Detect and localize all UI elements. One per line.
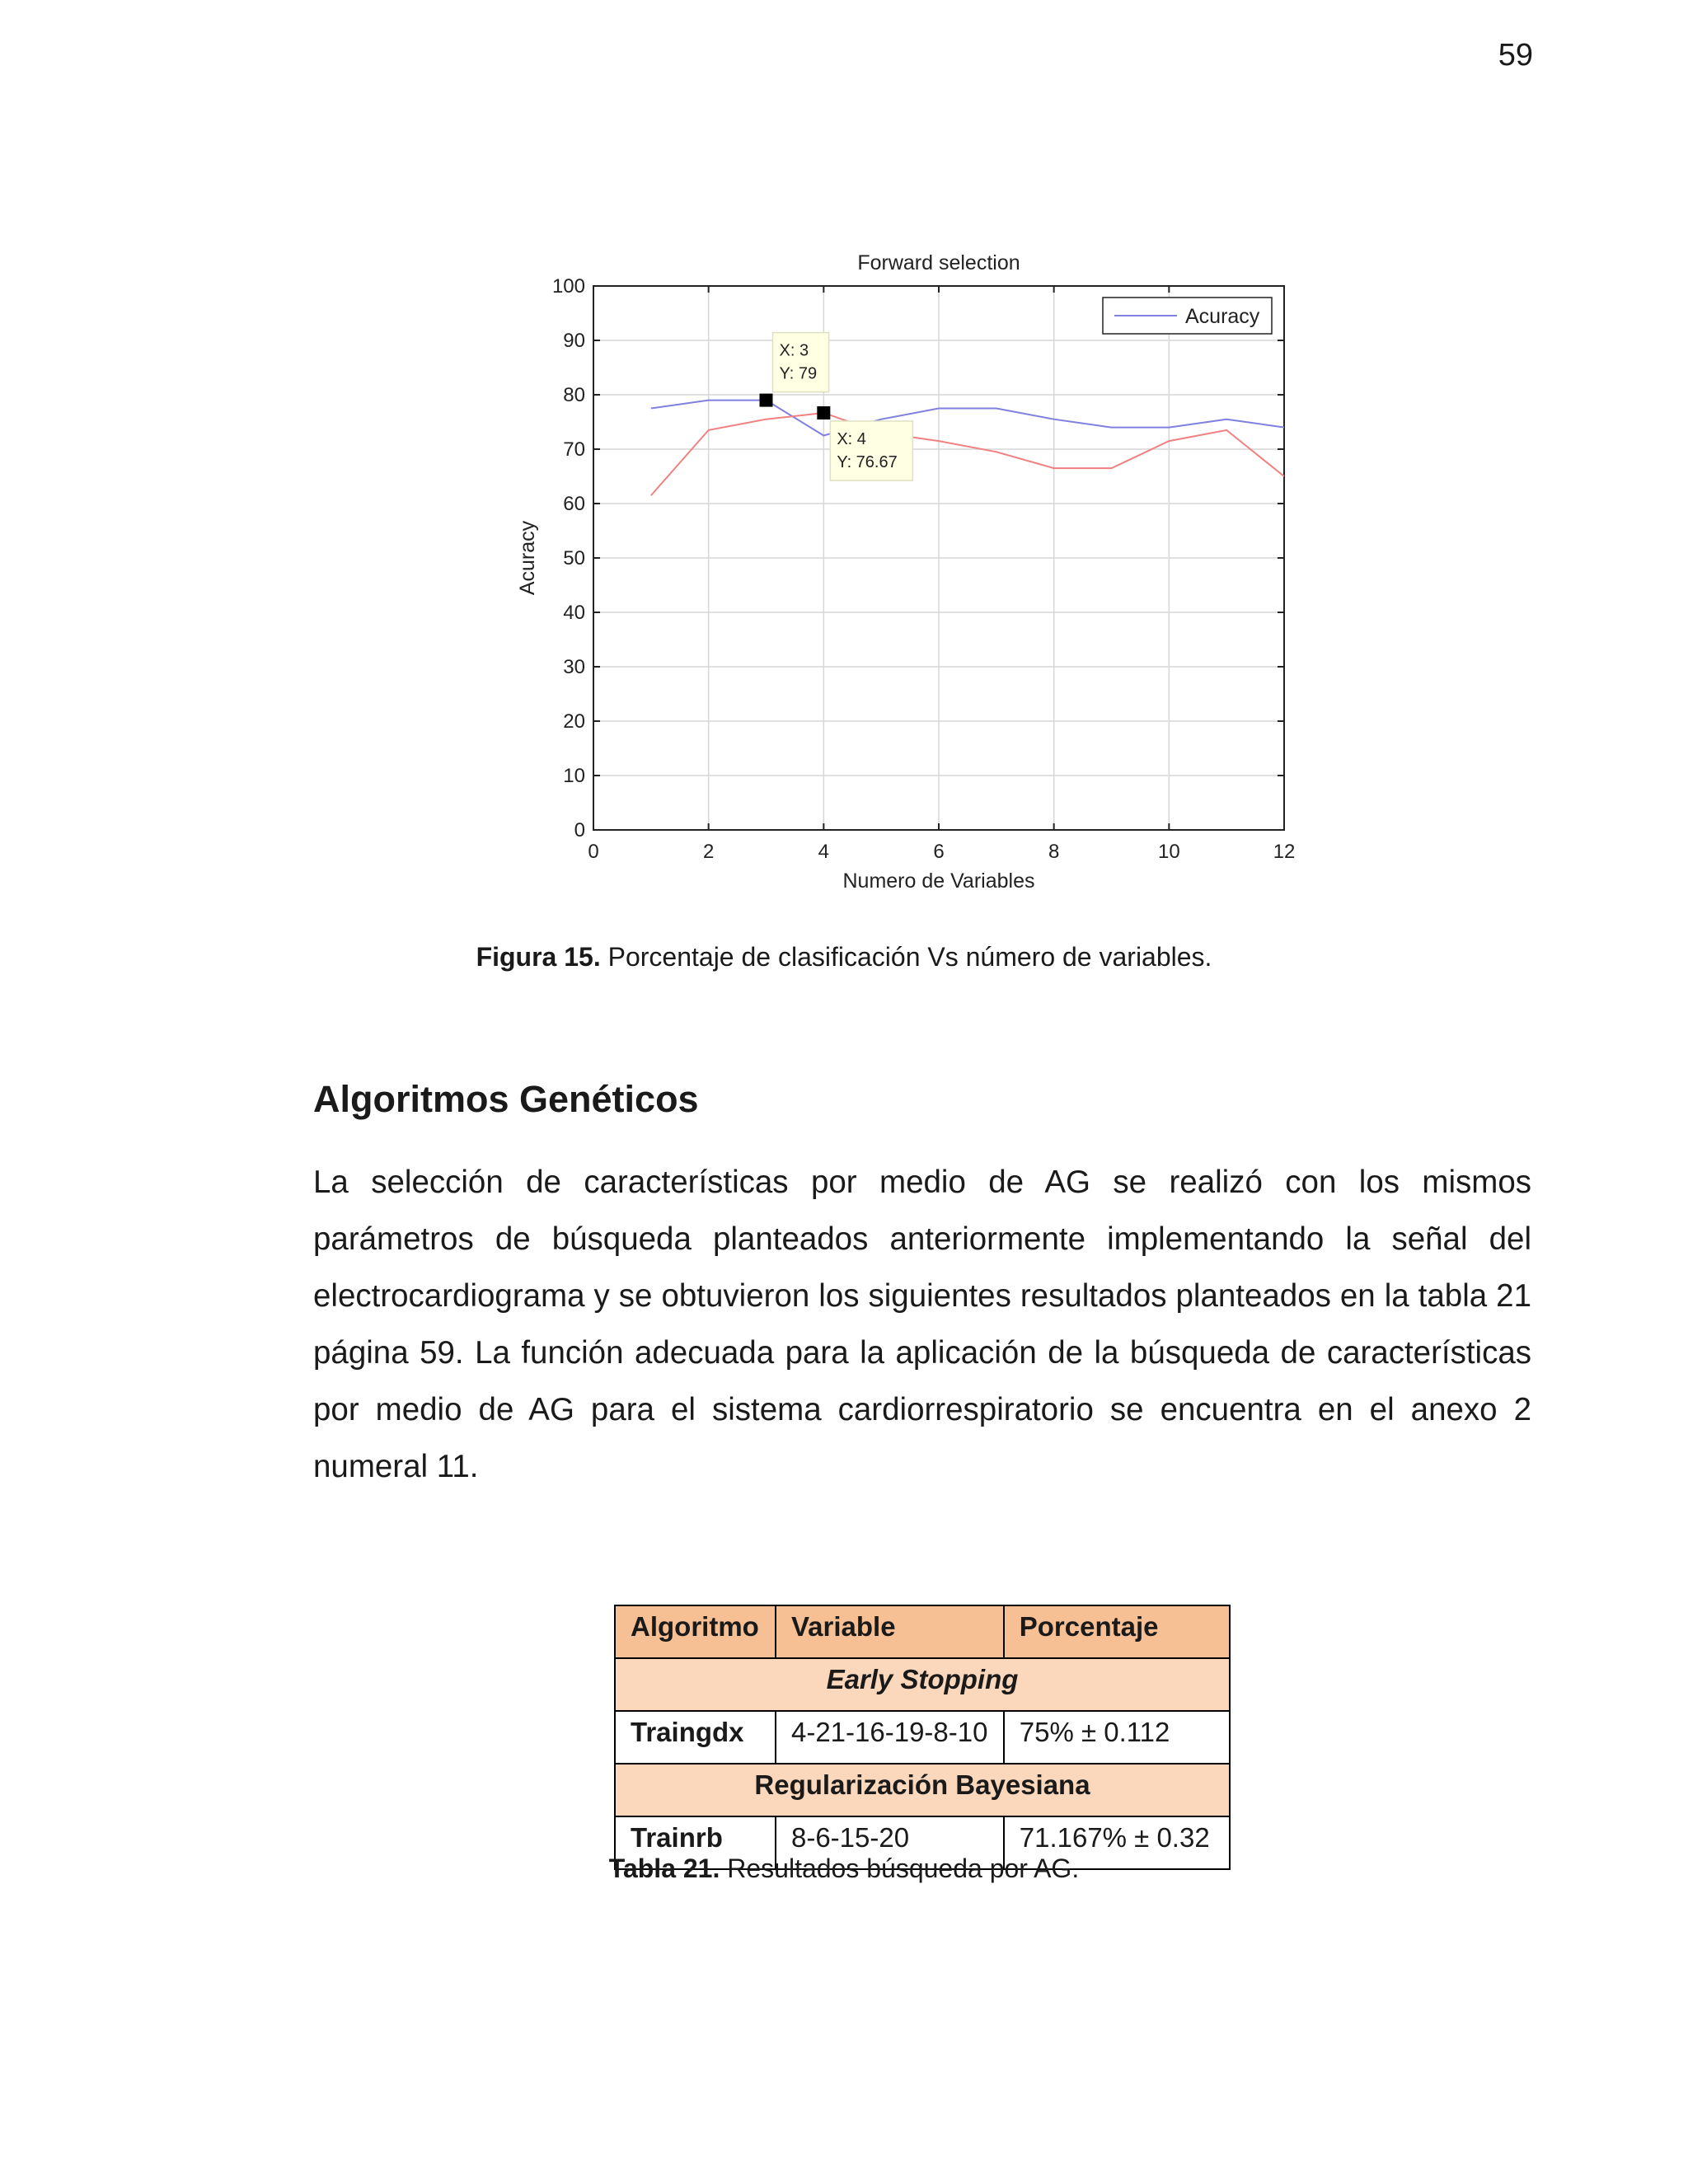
y-tick-label: 100 [551,275,585,298]
cell-porcentaje: 75% ± 0.112 [1004,1711,1230,1764]
cell-algoritmo: Trainrb [615,1816,776,1869]
figure-15-chart [495,235,1319,894]
x-axis-label: Numero de Variables [842,869,1035,893]
y-tick-label: 10 [563,765,585,787]
y-tick-label: 80 [563,384,585,406]
cell-variable: 4-21-16-19-8-10 [776,1711,1004,1764]
cell-porcentaje: 71.167% ± 0.32 [1004,1816,1230,1869]
x-tick-label: 2 [702,841,715,863]
x-tick-label: 4 [818,841,830,863]
y-tick-label: 60 [563,493,585,515]
table-row [615,1711,1230,1764]
series-line-1 [651,401,1284,436]
table-header-row [615,1605,1230,1658]
chart-title: Forward selection [857,251,1020,274]
datatip-y: Y: 79 [779,364,818,383]
table-caption-text: Resultados búsqueda por AG. [720,1854,1080,1883]
group-regularizacion: Regularización Bayesiana [615,1764,1230,1816]
section-paragraph: La selección de características por medio de AG se realizó con los mismos parámetros de búsqueda planteados anteriormente implementando la señal del electrocardiograma y se obtuvieron los siguientes resultados planteados en la tabla 21 página 59. La función adecuada para la aplicación de la búsqueda de características por medio de AG para el sistema cardiorrespiratorio se encuentra en el anexo 2 numeral 11. [313,1165,1531,1484]
y-tick-label: 40 [563,602,585,624]
header-porcentaje: Porcentaje [1004,1605,1230,1658]
figure-caption-text: Porcentaje de clasificación Vs número de variables. [600,942,1212,972]
section-heading: Algoritmos Genéticos [313,1078,699,1120]
datatip-x: X: 4 [837,429,866,448]
y-axis-label: Acuracy [516,520,539,596]
x-tick-label: 0 [588,841,599,863]
figure-caption-label: Figura 15. [476,942,601,972]
y-tick-label: 30 [563,656,585,678]
x-tick-label: 8 [1048,841,1060,863]
y-tick-label: 0 [574,819,585,841]
x-tick-label: 10 [1157,841,1180,863]
datatip-marker-2 [817,406,830,419]
header-algoritmo: Algoritmo [615,1605,776,1658]
table-group-row [615,1658,1230,1711]
datatip-x: X: 3 [779,341,809,360]
datatip-marker-1 [760,394,773,407]
results-table [614,1605,1231,1870]
y-tick-label: 70 [563,438,585,461]
legend-label: Acuracy [1185,305,1260,328]
page-number: 59 [1498,38,1533,73]
datatip-y: Y: 76.67 [837,452,898,471]
forward-selection-chart [495,235,1319,894]
figure-caption [0,942,1688,972]
cell-algoritmo: Traingdx [615,1711,776,1764]
header-variable: Variable [776,1605,1004,1658]
table-caption-label: Tabla 21. [608,1854,720,1883]
y-tick-label: 50 [563,547,585,569]
y-tick-label: 20 [563,710,585,733]
cell-variable: 8-6-15-20 [776,1816,1004,1869]
x-tick-label: 6 [933,841,945,863]
group-early-stopping: Early Stopping [615,1658,1230,1711]
x-tick-label: 12 [1273,841,1296,863]
table-group-row [615,1764,1230,1816]
table-caption [0,1854,1688,1884]
y-tick-label: 90 [563,330,585,352]
